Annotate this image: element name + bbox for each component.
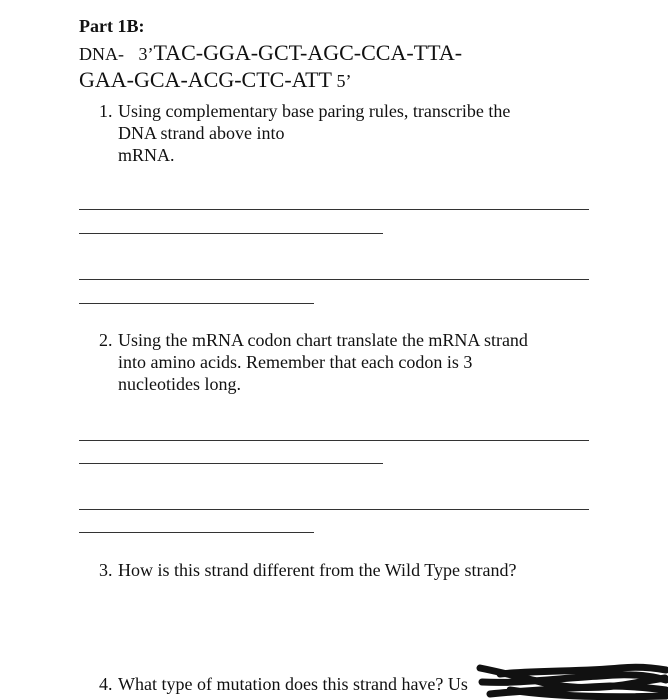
- question-text: [118, 329, 528, 395]
- question-line: nucleotides long.: [118, 374, 241, 394]
- answer-line[interactable]: [79, 209, 589, 210]
- answer-line[interactable]: [79, 440, 589, 441]
- question-line: DNA strand above into: [118, 123, 285, 143]
- question-number: 3.: [99, 560, 113, 580]
- answer-line[interactable]: [79, 532, 314, 533]
- dna-sequence-part-1: TAC-GGA-GCT-AGC-CCA-TTA-: [153, 40, 463, 65]
- question-line: mRNA.: [118, 145, 175, 165]
- dna-prefix: DNA-: [79, 44, 124, 64]
- question-number: 4.: [99, 674, 113, 694]
- answer-line[interactable]: [79, 303, 314, 304]
- question-line: How is this strand different from the Wild Type strand?: [118, 560, 517, 580]
- part-title: Part 1B:: [79, 16, 145, 36]
- question-3: [99, 559, 619, 583]
- answer-line[interactable]: [79, 463, 383, 464]
- question-1: [99, 100, 619, 170]
- question-number: 1.: [99, 101, 113, 121]
- question-number: 2.: [99, 330, 113, 350]
- dna-strand-line-1: [79, 40, 462, 66]
- answer-line[interactable]: [79, 279, 589, 280]
- question-text: [118, 559, 516, 581]
- question-line: Using the mRNA codon chart translate the mRNA strand: [118, 330, 528, 350]
- answer-line[interactable]: [79, 233, 383, 234]
- question-line: What type of mutation does this strand have? Us: [118, 674, 468, 694]
- question-text: [118, 100, 510, 166]
- redaction-scribble: [470, 660, 668, 700]
- dna-sequence-part-2: GAA-GCA-ACG-CTC-ATT: [79, 67, 332, 92]
- question-line: Using complementary base paring rules, transcribe the: [118, 101, 511, 121]
- answer-line[interactable]: [79, 509, 589, 510]
- question-line: into amino acids. Remember that each codon is 3: [118, 352, 473, 372]
- dna-prime-start: 3’: [138, 44, 154, 64]
- dna-prime-end: 5’: [336, 71, 352, 91]
- question-text: [118, 673, 468, 695]
- question-2: [99, 329, 619, 399]
- dna-strand-line-2: [79, 67, 351, 93]
